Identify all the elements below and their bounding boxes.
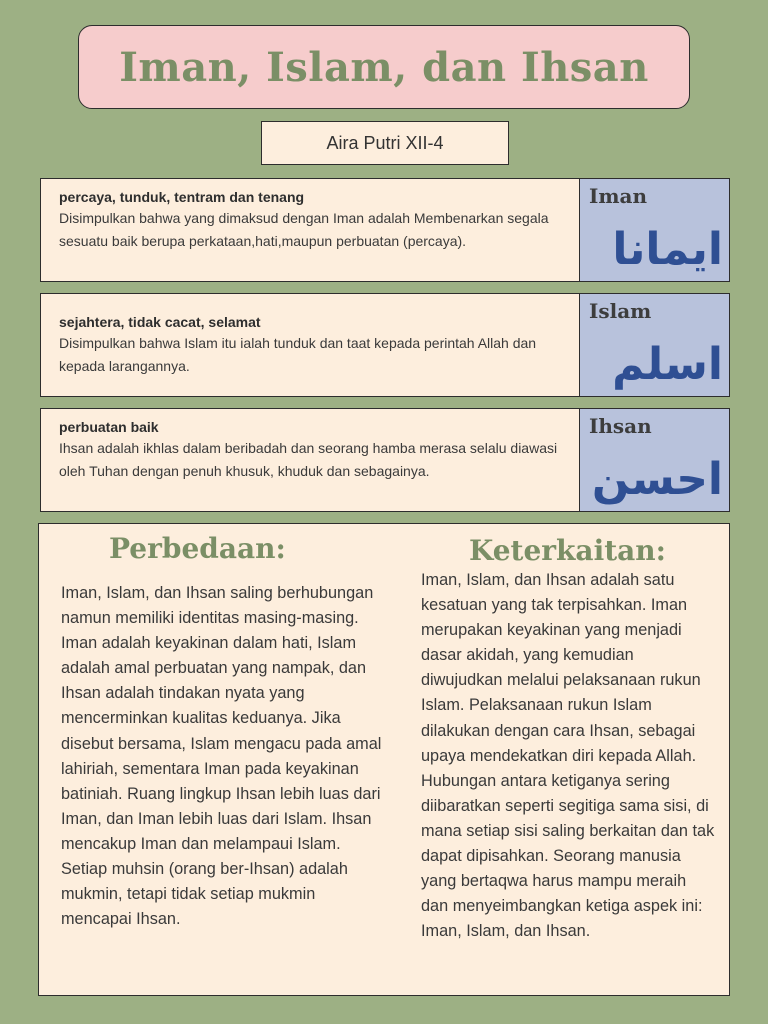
- concept-arabic: ايمانا: [612, 224, 723, 275]
- title-banner: [78, 25, 690, 109]
- concept-term-box: [579, 293, 730, 397]
- concept-description-box: [40, 408, 580, 512]
- relations-heading: Keterkaitan:: [469, 534, 666, 567]
- concept-description: Disimpulkan bahwa Islam itu ialah tunduk dan taat kepada perintah Allah dan kepada larangannya.: [59, 335, 537, 374]
- concept-arabic: احسن: [591, 454, 723, 505]
- concept-term-box: [579, 408, 730, 512]
- concept-keywords: perbuatan baik: [59, 419, 159, 435]
- concept-term: Islam: [589, 299, 652, 323]
- author-label: Aira Putri XII-4: [261, 121, 509, 165]
- concept-row-iman: [40, 178, 730, 282]
- concept-description: Ihsan adalah ikhlas dalam beribadah dan seorang hamba merasa selalu diawasi oleh Tuhan dengan penuh khusuk, khuduk dan sebagainya.: [59, 440, 558, 479]
- concept-description-box: [40, 293, 580, 397]
- concept-keywords: sejahtera, tidak cacat, selamat: [59, 314, 261, 330]
- concept-description-box: [40, 178, 580, 282]
- concept-row-islam: [40, 293, 730, 397]
- relations-text: Iman, Islam, dan Ihsan adalah satu kesatuan yang tak terpisahkan. Iman merupakan keyakinan yang menjadi dasar akidah, yang kemudian diwujudkan melalui pelaksanaan rukun Islam. Pelaksanaan rukun Islam dilakukan dengan cara Ihsan, sebagai upaya mendekatkan diri kepada Allah. Hubungan antara ketiganya sering diibaratkan seperti segitiga sama sisi, di mana setiap sisi saling berkaitan dan tak dapat dipisahkan. Seorang manusia yang bertaqwa harus mampu meraih dan menyeimbangkan ketiga aspek ini: Iman, Islam, dan Ihsan.: [421, 571, 715, 941]
- concept-keywords: percaya, tunduk, tentram dan tenang: [59, 189, 305, 205]
- concept-term: Iman: [589, 184, 648, 208]
- differences-heading: Perbedaan:: [109, 532, 286, 565]
- concept-description: Disimpulkan bahwa yang dimaksud dengan Iman adalah Membenarkan segala sesuatu baik berupa perkataan,hati,maupun perbuatan (percaya).: [59, 210, 549, 249]
- concept-row-ihsan: [40, 408, 730, 512]
- concept-term: Ihsan: [589, 414, 652, 438]
- concept-term-box: [579, 178, 730, 282]
- differences-text: Iman, Islam, dan Ihsan saling berhubungan namun memiliki identitas masing-masing. Iman adalah keyakinan dalam hati, Islam adalah amal perbuatan yang nampak, dan Ihsan adalah tindakan nyata yang mencerminkan kualitas keduanya. Jika disebut bersama, Islam mengacu pada amal lahiriah, sementara Iman pada keyakinan batiniah. Ruang lingkup Ihsan lebih luas dari Iman, dan Iman lebih luas dari Islam. Ihsan mencakup Iman dan melampaui Islam. Setiap muhsin (orang ber-Ihsan) adalah mukmin, tetapi tidak setiap mukmin mencapai Ihsan.: [61, 584, 382, 929]
- comparison-panel: [38, 523, 730, 996]
- page-title: Iman, Islam, dan Ihsan: [119, 43, 649, 91]
- concept-arabic: اسلم: [612, 339, 723, 390]
